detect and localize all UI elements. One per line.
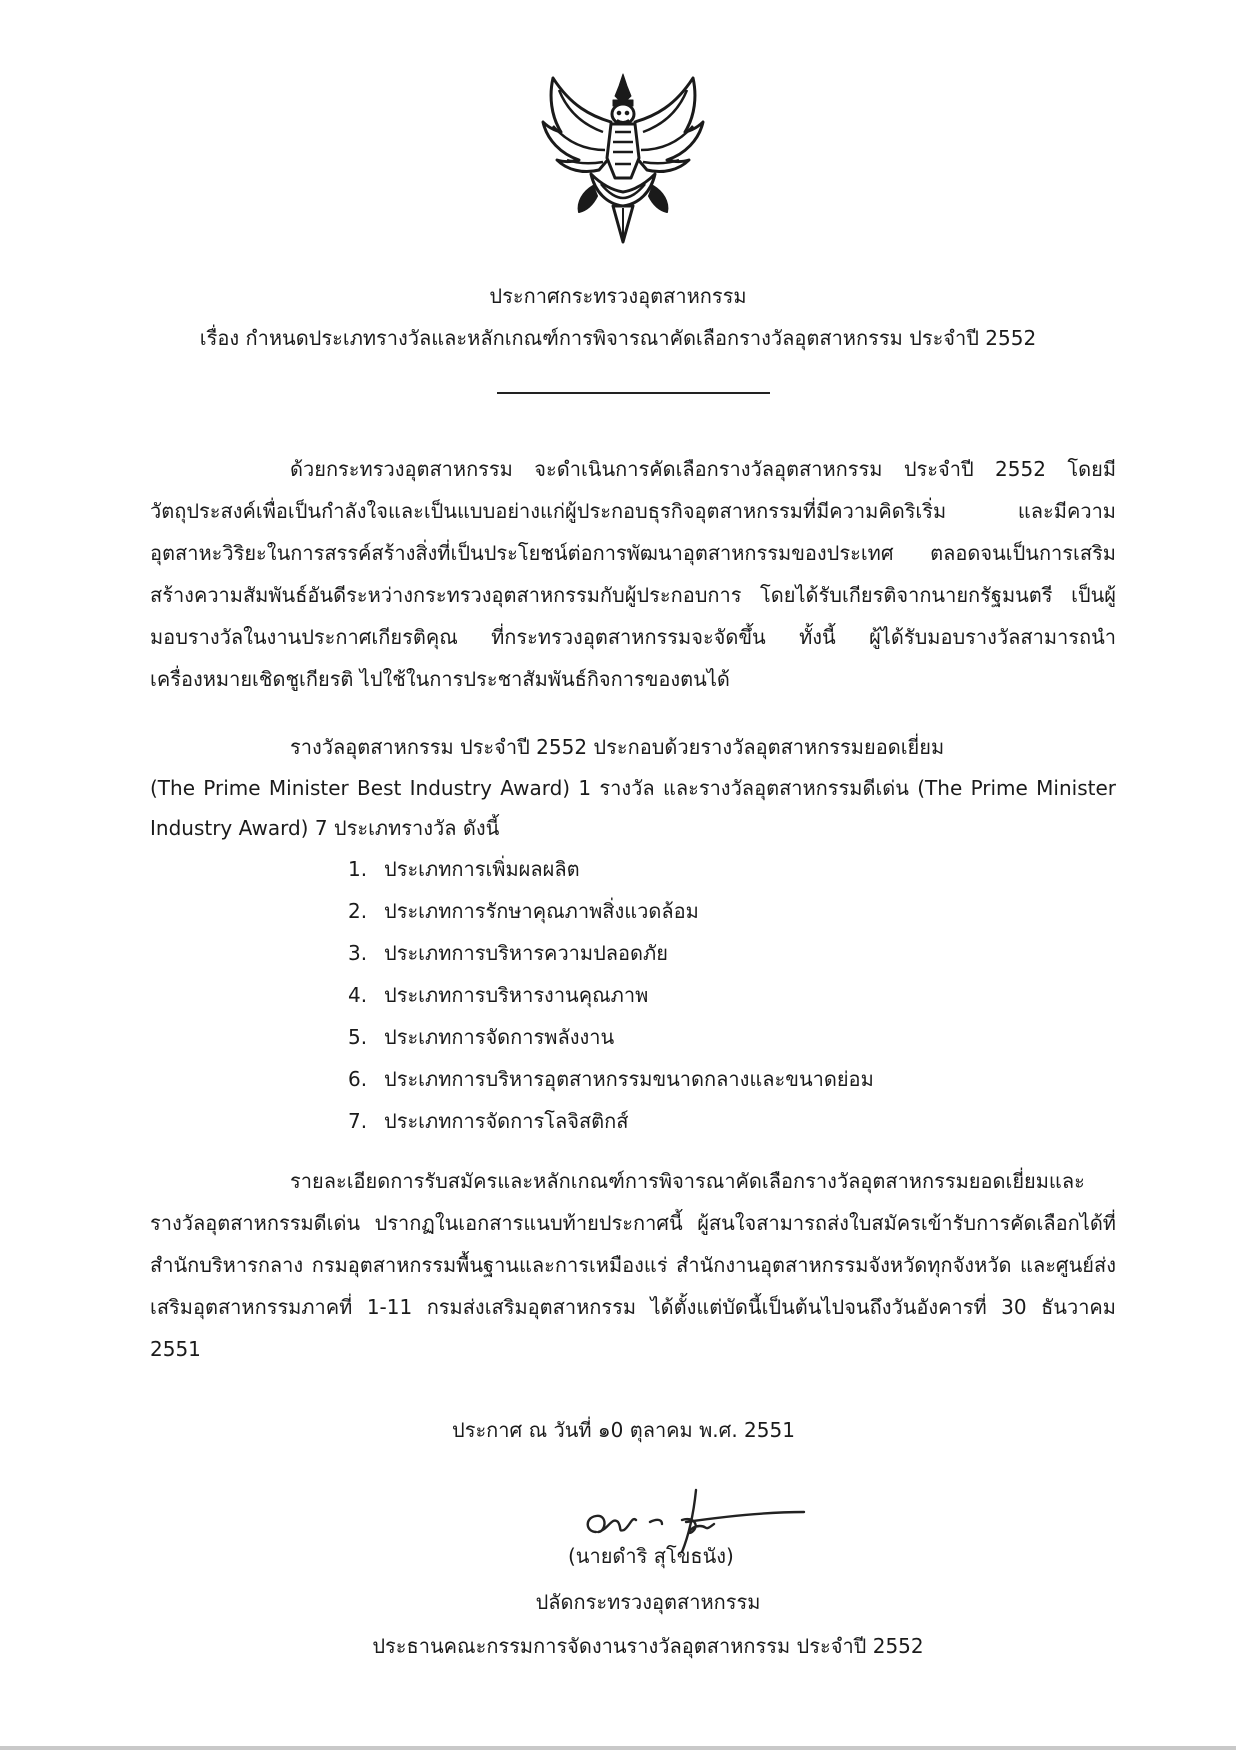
announcement-title: ประกาศกระทรวงอุตสาหกรรม bbox=[489, 284, 747, 308]
paragraph-application bbox=[150, 1160, 1116, 1370]
signer-role: ประธานคณะกรรมการจัดงานรางวัลอุตสาหกรรม ประจำปี 2552 bbox=[372, 1634, 924, 1658]
scan-edge bbox=[0, 1746, 1236, 1750]
announcement-date: ประกาศ ณ วันที่ ๑0 ตุลาคม พ.ศ. 2551 bbox=[452, 1418, 795, 1442]
list-item: 5. ประเภทการจัดการพลังงาน bbox=[348, 1025, 615, 1049]
award-category-list bbox=[348, 848, 874, 1142]
list-item: 3. ประเภทการบริหารความปลอดภัย bbox=[348, 941, 668, 965]
title-divider bbox=[497, 392, 770, 394]
list-item: 2. ประเภทการรักษาคุณภาพสิ่งแวดล้อม bbox=[348, 899, 699, 923]
garuda-emblem-icon bbox=[531, 66, 715, 246]
paragraph-intro-text: ด้วยกระทรวงอุตสาหกรรม จะดำเนินการคัดเลือกรางวัลอุตสาหกรรม ประจำปี 2552 โดยมีวัตถุประสงค์เพื่อเป็นกำลังใจและเป็นแบบอย่างแก่ผู้ประกอบธุรกิจอุตสาหกรรมที่มีความคิดริเริ่ม และมีความอุตสาหะวิริยะในการสรรค์สร้างสิ่งที่เป็นประโยชน์ต่อการพัฒนาอุตสาหกรรมของประเทศ ตลอดจนเป็นการเสริมสร้างความสัมพันธ์อันดีระหว่างกระทรวงอุตสาหกรรมกับผู้ประกอบการ โดยได้รับเกียรติจากนายกรัฐมนตรี เป็นผู้มอบรางวัลในงานประกาศเกียรติคุณ ที่กระทรวงอุตสาหกรรมจะจัดขึ้น ทั้งนี้ ผู้ได้รับมอบรางวัลสามารถนำเครื่องหมายเชิดชูเกียรติ ไปใช้ในการประชาสัมพันธ์กิจการของตนได้ bbox=[150, 457, 1116, 691]
list-item: 7. ประเภทการจัดการโลจิสติกส์ bbox=[348, 1109, 629, 1133]
paragraph-awards-line2: (The Prime Minister Best Industry Award) 1 รางวัล และรางวัลอุตสาหกรรมดีเด่น (The Prime Minister Industry Award) 7 ประเภทรางวัล ดังนี้ bbox=[150, 776, 1116, 840]
signer-position: ปลัดกระทรวงอุตสาหกรรม bbox=[535, 1590, 761, 1614]
paragraph-intro bbox=[150, 448, 1116, 700]
paragraph-application-text: รายละเอียดการรับสมัครและหลักเกณฑ์การพิจารณาคัดเลือกรางวัลอุตสาหกรรมยอดเยี่ยมและรางวัลอุตสาหกรรมดีเด่น ปรากฏในเอกสารแนบท้ายประกาศนี้ ผู้สนใจสามารถส่งใบสมัครเข้ารับการคัดเลือกได้ที่ สำนักบริหารกลาง กรมอุตสาหกรรมพื้นฐานและการเหมืองแร่ สำนักงานอุตสาหกรรมจังหวัดทุกจังหวัด และศูนย์ส่งเสริมอุตสาหกรรมภาคที่ 1-11 กรมส่งเสริมอุตสาหกรรม ได้ตั้งแต่บัดนี้เป็นต้นไปจนถึงวันอังคารที่ 30 ธันวาคม 2551 bbox=[150, 1169, 1116, 1361]
paragraph-awards bbox=[150, 726, 1116, 848]
paragraph-awards-line1: รางวัลอุตสาหกรรม ประจำปี 2552 ประกอบด้วยรางวัลอุตสาหกรรมยอดเยี่ยม bbox=[290, 735, 945, 759]
list-item: 6. ประเภทการบริหารอุตสาหกรรมขนาดกลางและขนาดย่อม bbox=[348, 1067, 874, 1091]
signer-name: (นายดำริ สุโขธนัง) bbox=[568, 1544, 734, 1568]
announcement-subject: เรื่อง กำหนดประเภทรางวัลและหลักเกณฑ์การพิจารณาคัดเลือกรางวัลอุตสาหกรรม ประจำปี 2552 bbox=[199, 326, 1037, 350]
list-item: 4. ประเภทการบริหารงานคุณภาพ bbox=[348, 983, 649, 1007]
list-item: 1. ประเภทการเพิ่มผลผลิต bbox=[348, 857, 580, 881]
